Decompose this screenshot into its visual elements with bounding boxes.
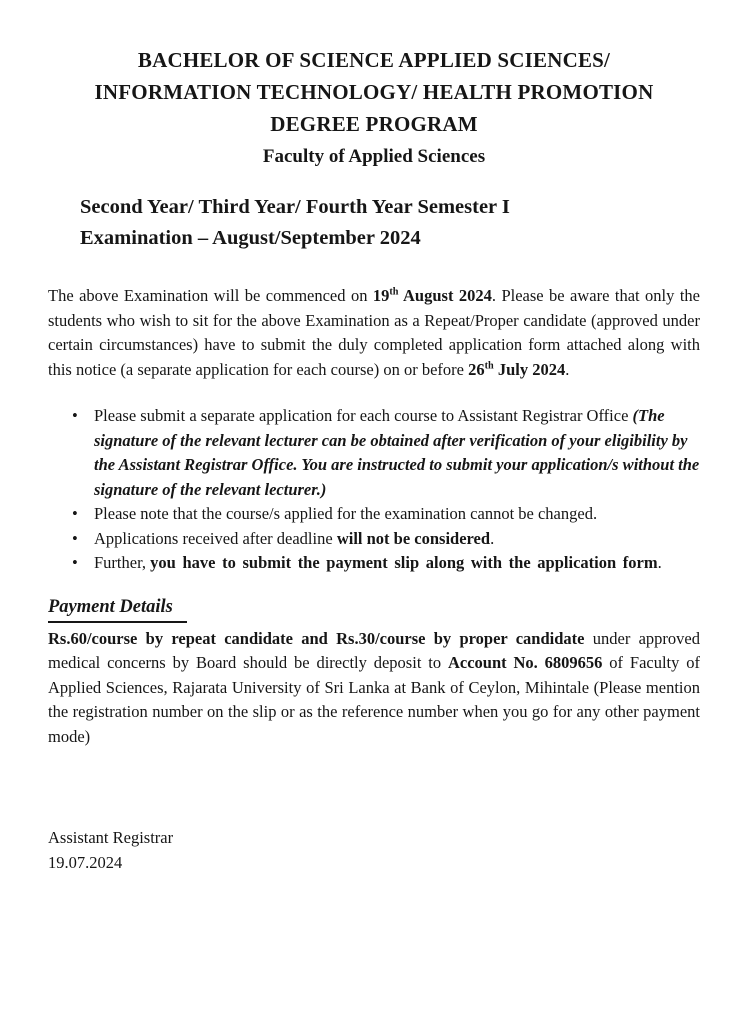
payment-text-2: of Faculty of Applied Sciences, Rajarata University of Sri Lanka at Bank of Ceylon, Mihintale (Please mention the registration number on the slip or as the reference number when you go for any other payment mode) bbox=[48, 653, 701, 746]
payment-details-heading bbox=[48, 594, 700, 623]
exam-heading-line-1: Second Year/ Third Year/ Fourth Year Semester I bbox=[80, 196, 510, 218]
payment-text-1: under approved medical concerns by Board should be directly deposit to bbox=[48, 628, 700, 672]
bullet-text: Further, bbox=[94, 553, 151, 572]
list-item-no-change bbox=[48, 502, 700, 527]
bullet-bold-text: you have to submit the payment slip along with the application form bbox=[150, 553, 658, 572]
document-title bbox=[48, 44, 700, 172]
exam-heading-line-2: Examination – August/September 2024 bbox=[80, 227, 421, 249]
list-item-deadline bbox=[48, 527, 700, 552]
instructions-list bbox=[48, 404, 700, 576]
faculty-subtitle: Faculty of Applied Sciences bbox=[262, 146, 486, 167]
commencement-date bbox=[373, 286, 492, 305]
intro-text-3: . bbox=[565, 359, 570, 379]
intro-text-1: The above Examination will be commenced on bbox=[48, 286, 373, 305]
payment-paragraph bbox=[48, 627, 700, 750]
bullet-text: Please note that the course/s applied for the examination cannot be changed. bbox=[94, 504, 598, 523]
title-line-3: DEGREE PROGRAM bbox=[270, 112, 478, 136]
payment-details-heading-text: Payment Details bbox=[48, 594, 187, 623]
intro-paragraph bbox=[48, 284, 700, 382]
title-line-1: BACHELOR OF SCIENCE APPLIED SCIENCES/ bbox=[137, 48, 611, 72]
date-ordinal: th bbox=[389, 286, 399, 298]
list-item-payment-slip bbox=[48, 551, 700, 576]
date-ordinal: th bbox=[484, 360, 494, 371]
account-number: Account No. 6809656 bbox=[447, 653, 603, 672]
deadline-date bbox=[468, 360, 565, 379]
bullet-bold-text: will not be considered bbox=[336, 528, 491, 548]
title-line-2: INFORMATION TECHNOLOGY/ HEALTH PROMOTION bbox=[94, 80, 654, 104]
bullet-text: Please submit a separate application for each course to Assistant Registrar Office bbox=[94, 406, 633, 425]
signatory-title: Assistant Registrar bbox=[48, 828, 174, 847]
payment-fees: Rs.60/course by repeat candidate and Rs.30/course by proper candidate bbox=[48, 628, 585, 648]
bullet-text: Applications received after deadline bbox=[94, 528, 337, 548]
bullet-text-end: . bbox=[490, 528, 495, 548]
bullet-emphasis-note: (The signature of the relevant lecturer can be obtained after verification of your eligibility by the Assistant Registrar Office. You are instructed to submit your application/s without the signature of the relevant lecturer.) bbox=[94, 406, 700, 499]
date-month-year: August 2024 bbox=[398, 286, 492, 305]
signature-block bbox=[48, 825, 700, 875]
date-month-year: July 2024 bbox=[493, 359, 566, 379]
bullet-text-end: . bbox=[657, 553, 662, 572]
date-number: 19 bbox=[372, 286, 390, 305]
notice-date: 19.07.2024 bbox=[48, 853, 123, 872]
exam-heading bbox=[80, 192, 700, 254]
intro-text-2: . Please be aware that only the students who wish to sit for the above Examination as a Repeat/Proper candidate (approved under certain circumstances) have to submit the duly completed application form attached along with this notice (a separate application for each course) on or before bbox=[48, 286, 700, 379]
list-item-separate-application bbox=[48, 404, 700, 502]
date-number: 26 bbox=[468, 359, 485, 379]
